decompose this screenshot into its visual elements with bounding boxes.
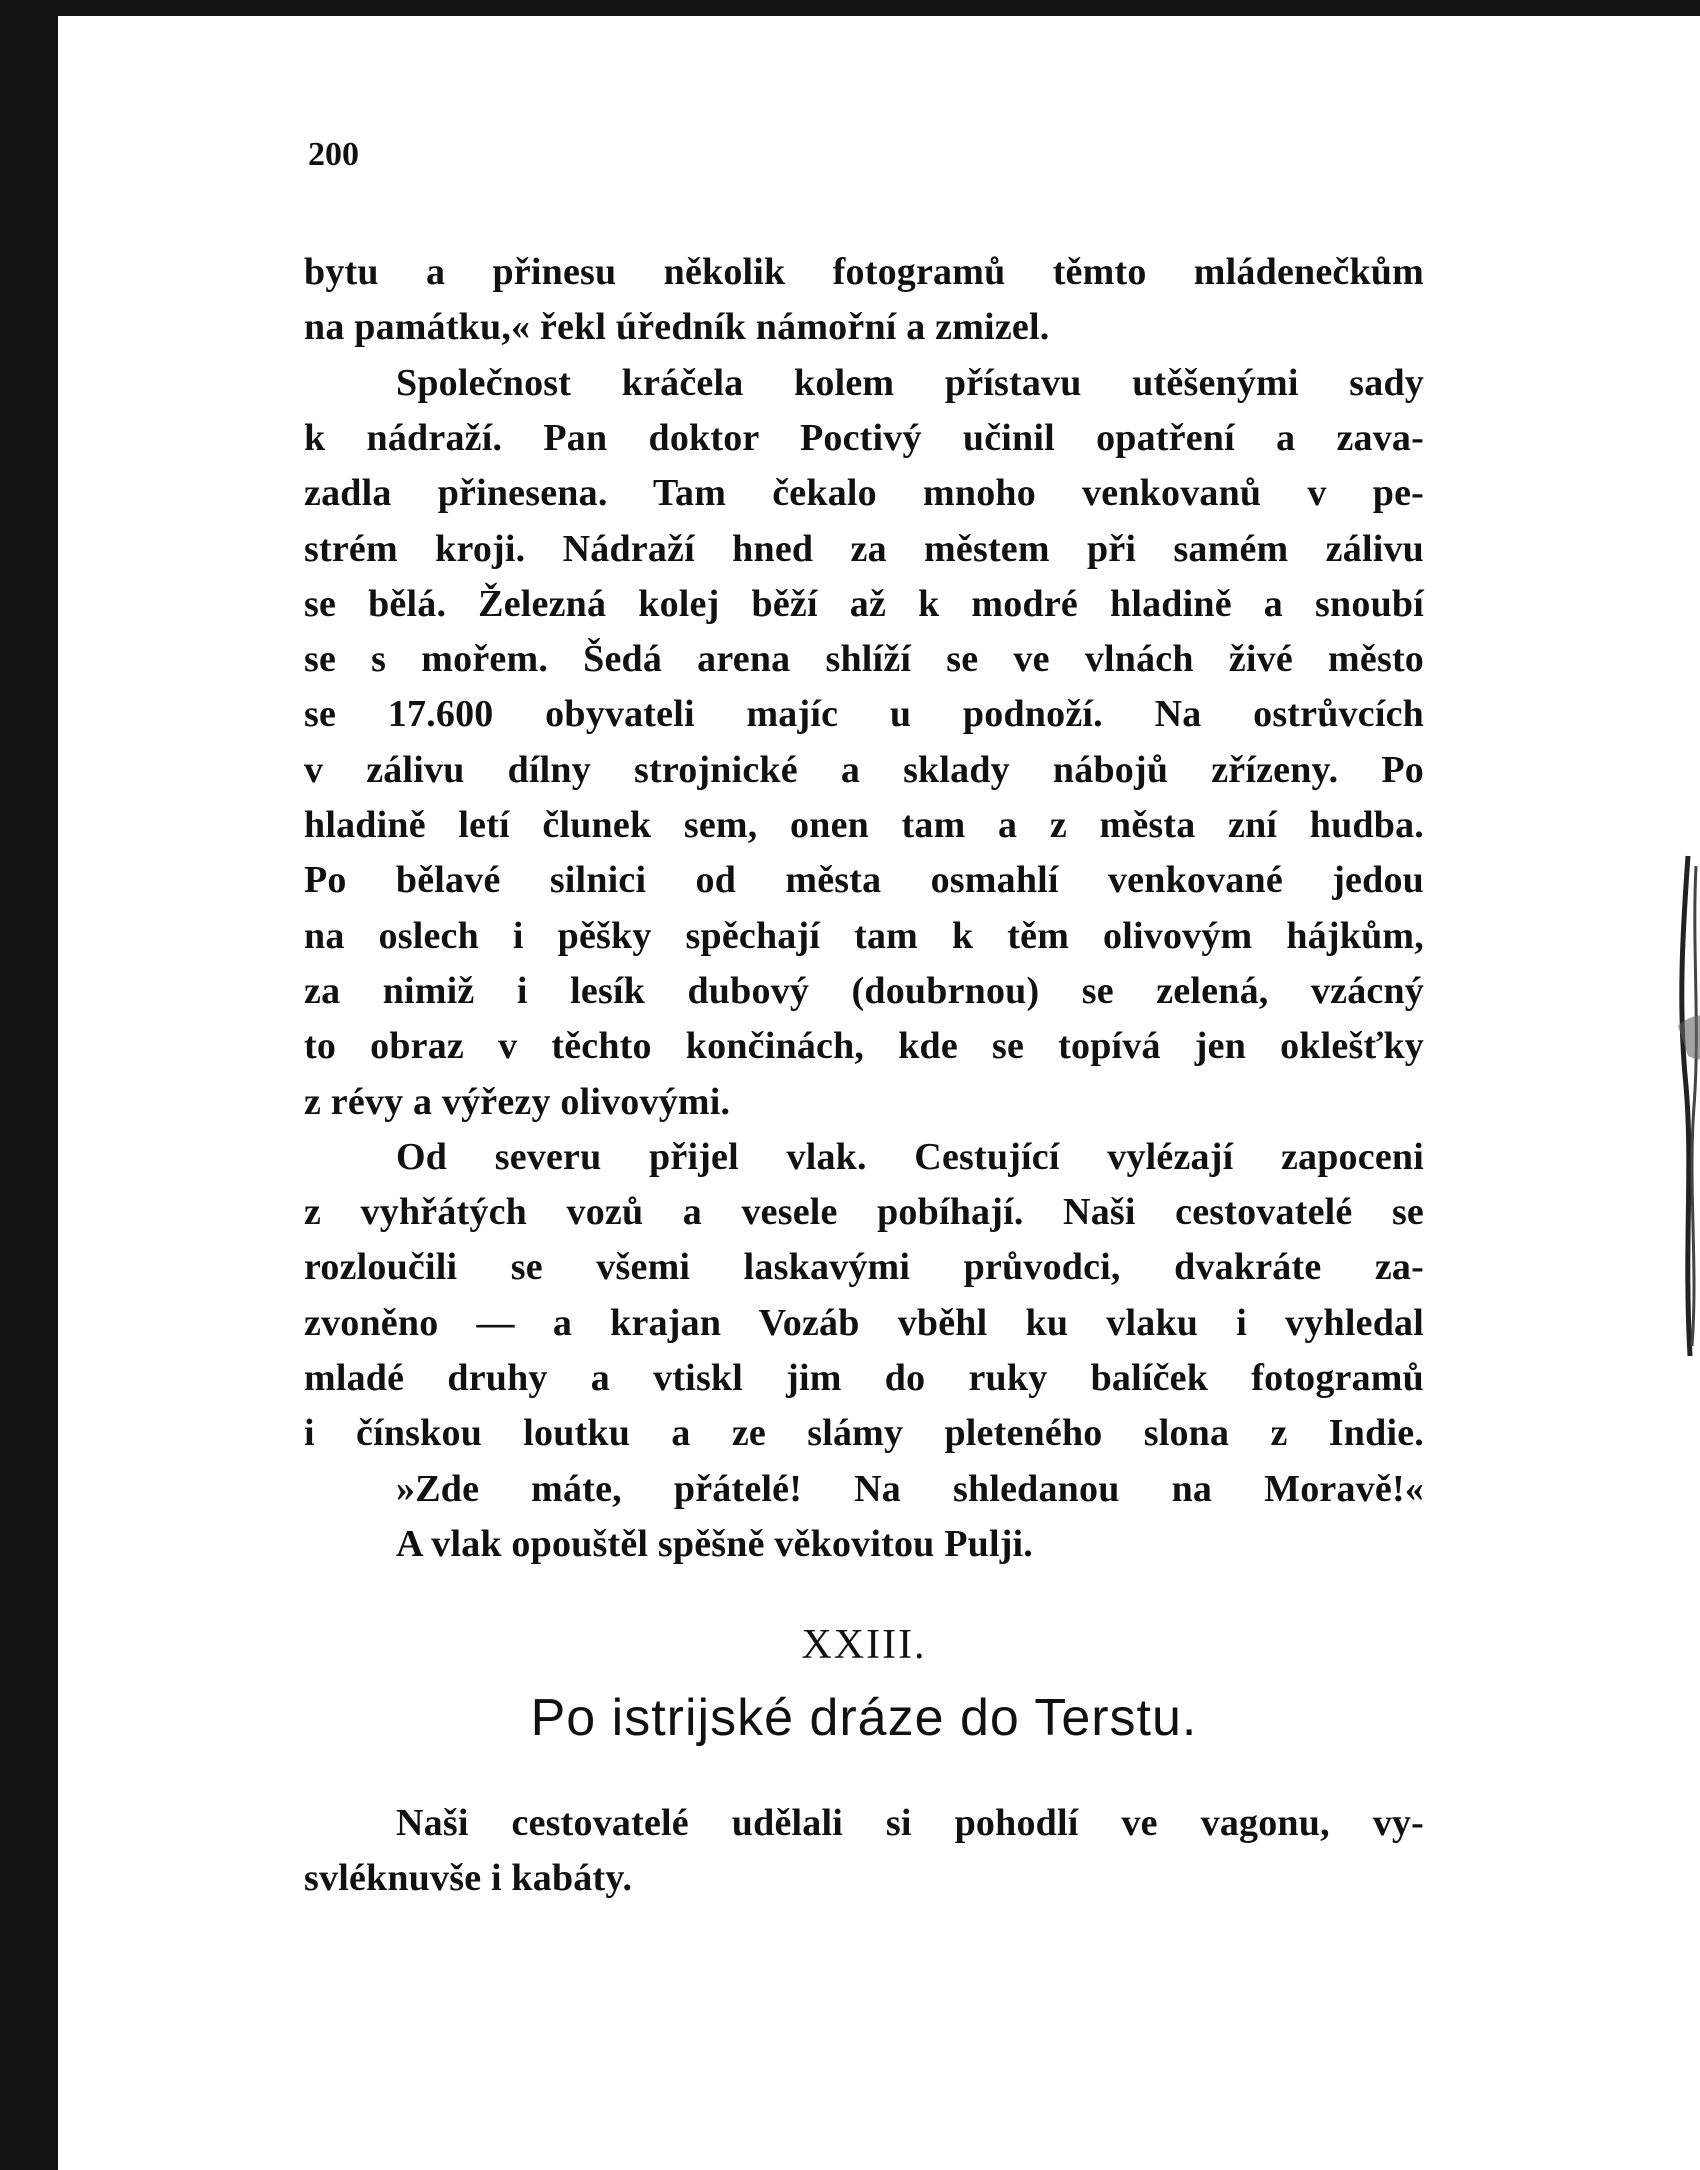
text-line: to obraz v těchto končinách, kde se topívá jen oklešťky bbox=[304, 1025, 1424, 1068]
text-line: A vlak opouštěl spěšně věkovitou Pulji. bbox=[396, 1522, 1034, 1565]
text-line: »Zde máte, přátelé! Na shledanou na Moravě!« bbox=[396, 1467, 1424, 1510]
text-line: bytu a přinesu několik fotogramů těmto mládenečkům bbox=[304, 251, 1424, 293]
chapter-number: XXIII. bbox=[801, 1622, 927, 1668]
text-line: se 17.600 obyvateli majíc u podnoží. Na ostrůvcích bbox=[304, 693, 1424, 736]
text-line: hladině letí člunek sem, onen tam a z města zní hudba. bbox=[304, 804, 1424, 846]
text-line: z révy a výřezy olivovými. bbox=[304, 1080, 731, 1123]
text-line: na památku,« řekl úředník námořní a zmizel. bbox=[304, 306, 1050, 349]
page-number: 200 bbox=[308, 136, 359, 173]
torn-page-edge bbox=[1648, 846, 1700, 1366]
chapter-title: Po istrijské dráze do Terstu. bbox=[530, 1689, 1198, 1747]
text-line: se s mořem. Šedá arena shlíží se ve vlnách živé město bbox=[304, 638, 1424, 681]
text-line: svléknuvše i kabáty. bbox=[304, 1857, 633, 1899]
text-line: v zálivu dílny strojnické a sklady nábojů zřízeny. Po bbox=[304, 748, 1424, 791]
text-line: zadla přinesena. Tam čekalo mnoho venkovanů v pe- bbox=[304, 472, 1424, 515]
text-line: i čínskou loutku a ze slámy pleteného slona z Indie. bbox=[304, 1412, 1424, 1455]
text-line: Po bělavé silnici od města osmahlí venkované jedou bbox=[304, 859, 1424, 902]
text-line: Společnost kráčela kolem přístavu utěšenými sady bbox=[396, 361, 1424, 404]
text-line: za nimiž i lesík dubový (doubrnou) se zelená, vzácný bbox=[304, 969, 1424, 1012]
text-line: z vyhřátých vozů a vesele pobíhají. Naši cestovatelé se bbox=[304, 1191, 1424, 1234]
text-line: k nádraží. Pan doktor Poctivý učinil opatření a zava- bbox=[304, 416, 1424, 459]
text-line: strém kroji. Nádraží hned za městem při samém zálivu bbox=[304, 527, 1424, 570]
text-line: na oslech i pěšky spěchají tam k těm olivovým hájkům, bbox=[304, 914, 1424, 957]
text-line: rozloučili se všemi laskavými průvodci, dvakráte za- bbox=[304, 1246, 1424, 1289]
text-line: se bělá. Železná kolej běží až k modré hladině a snoubí bbox=[304, 582, 1424, 625]
book-page bbox=[58, 16, 1700, 2170]
text-line: Naši cestovatelé udělali si pohodlí ve vagonu, vy- bbox=[396, 1802, 1424, 1844]
text-line: Od severu přijel vlak. Cestující vylézají zapoceni bbox=[396, 1135, 1424, 1178]
text-line: mladé druhy a vtiskl jim do ruky balíček fotogramů bbox=[304, 1357, 1424, 1399]
text-line: zvoněno — a krajan Vozáb vběhl ku vlaku i vyhledal bbox=[304, 1301, 1424, 1344]
